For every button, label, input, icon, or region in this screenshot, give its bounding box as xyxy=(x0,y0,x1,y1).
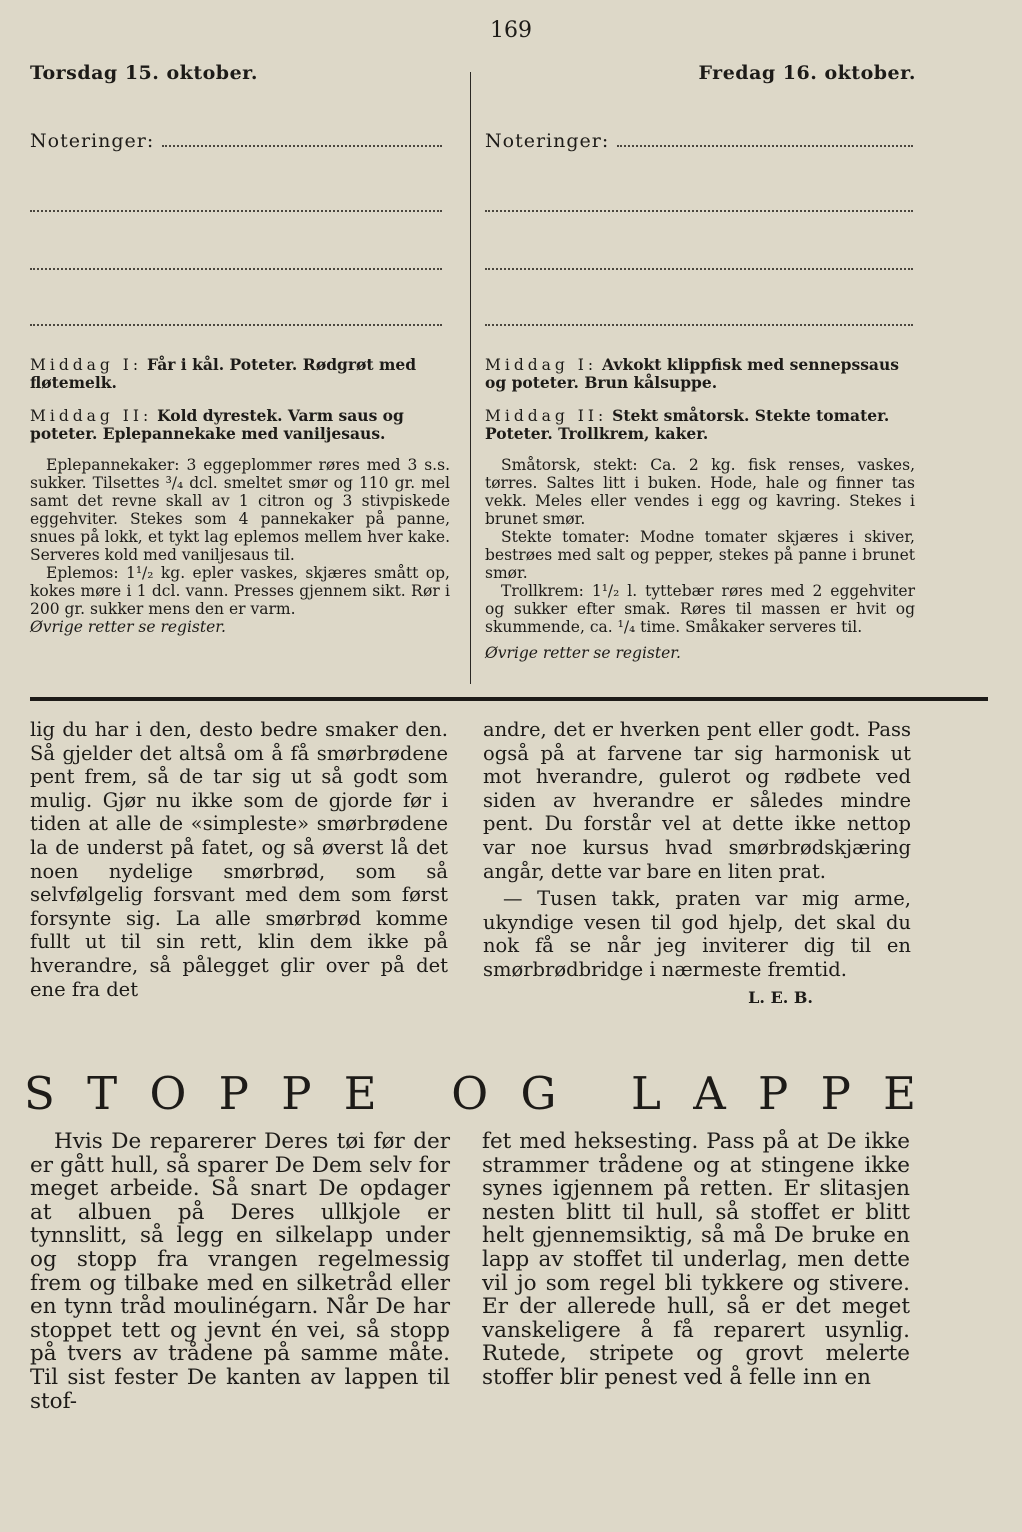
page-number: 169 xyxy=(490,18,532,43)
notes-right xyxy=(485,130,913,326)
menu-section xyxy=(485,356,915,443)
dotted-line xyxy=(162,144,442,147)
title-letter: S xyxy=(24,1067,55,1120)
notes-left xyxy=(30,130,442,326)
dotted-line xyxy=(30,209,442,212)
other-dishes-note: Øvrige retter se register. xyxy=(30,618,226,636)
column-divider xyxy=(470,72,471,684)
menu-right xyxy=(485,356,915,662)
middag-1: Middag I: Avkokt klippfisk med sennepssaus og poteter. Brun kålsuppe. xyxy=(485,355,899,392)
title-letter: P xyxy=(820,1067,851,1120)
dotted-line xyxy=(617,144,913,147)
recipe-smatorsk: Småtorsk, stekt: Ca. 2 kg. fisk renses, vaskes, tørres. Saltes litt i buken. Hode, hale og finner tas vekk. Meles eller vendes i egg og kavring. Stekes i brunet smør. xyxy=(485,456,915,528)
title-letter: O xyxy=(451,1067,489,1120)
title-letter: P xyxy=(757,1067,789,1120)
article-right-column: andre, det er hverken pent eller godt. Pass også på at farvene tar sig harmonisk ut mot hverandre, gulerot og rødbete ved siden av hverandre er således mindre pent. Du forstår vel at dette ikke nettop var noe kursus hvad smørbrødskjæring angår, dette var bare en liten prat. — Tusen takk, praten var mig arme, ukyndige vesen til god hjelp, det skal du nok få se når jeg inviterer dig til en smørbrødbridge i nærmeste fremtid. L. E. B. xyxy=(483,718,911,1009)
dotted-line xyxy=(485,323,913,326)
day-heading-thursday: Torsdag 15. oktober. xyxy=(30,62,259,84)
title-letter: A xyxy=(693,1067,726,1120)
title-letter: G xyxy=(520,1067,557,1120)
recipe-stekte-tomater: Stekte tomater: Modne tomater skjæres i skiver, bestrøes med salt og pepper, stekes på panne i brunet smør. xyxy=(485,528,915,582)
day-heading-friday: Fredag 16. oktober. xyxy=(698,62,916,84)
title-letter: P xyxy=(218,1067,249,1120)
article-left-column: lig du har i den, desto bedre smaker den. Så gjelder det altså om å få smørbrødene pent frem, så de tar sig ut så godt som mulig. Gjør nu ikke som de gjorde før i tiden at alle de «simpleste» smørbrødene la de underst på fatet, og så øverst lå det noen nydelige smørbrød, som så selvfølgelig forsvant med dem som først forsynte sig. La alle smørbrød komme fullt ut til sin rett, klin dem ikke på hverandre, så pålegget glir over på det ene fra det xyxy=(30,718,448,1001)
dotted-line xyxy=(485,267,913,270)
middag-2: Middag II: Stekt småtorsk. Stekte tomater. Poteter. Trollkrem, kaker. xyxy=(485,406,890,443)
title-letter: P xyxy=(281,1067,312,1120)
signature: L. E. B. xyxy=(748,987,813,1007)
notes-label-left: Noteringer: xyxy=(30,130,442,152)
recipe-eplemos: Eplemos: 1¹/₂ kg. epler vaskes, skjæres smått op, kokes møre i 1 dcl. vann. Presses gjennem sikt. Rør i 200 gr. sukker mens den er varm. xyxy=(30,564,450,618)
recipes xyxy=(485,456,915,662)
notes-label-right: Noteringer: xyxy=(485,130,913,152)
section-rule xyxy=(30,697,988,701)
stoppe-left-column: Hvis De reparerer Deres tøi før der er gått hull, så sparer De Dem selv for meget arbeide. Så snart De opdager at albuen på Deres ullkjole er tynnslitt, så legg en silkelapp under og stopp fra vrangen regelmessig frem og tilbake med en silketråd eller en tynn tråd moulinégarn. Når De har stoppet tett og jevnt én vei, så stopp på tvers av trådene på samme måte. Til sist fester De kanten av lappen til stof- xyxy=(30,1129,450,1414)
middag-2: Middag II: Kold dyrestek. Varm saus og poteter. Eplepannekake med vaniljesaus. xyxy=(30,406,404,443)
middag-1: Middag I: Får i kål. Poteter. Rødgrøt med fløtemelk. xyxy=(30,355,417,392)
title-letter: O xyxy=(149,1067,187,1120)
title-letter xyxy=(589,1066,599,1122)
recipe-trollkrem: Trollkrem: 1¹/₂ l. tyttebær røres med 2 eggehviter og sukker efter smak. Røres til massen er hvit og skummende, ca. ¹/₄ time. Småkaker serveres til. xyxy=(485,582,915,636)
title-letter: E xyxy=(883,1067,916,1120)
stoppe-right-column: fet med heksesting. Pass på at De ikke strammer trådene og at stingene ikke synes igjennem på retten. Er slitasjen nesten blitt til hull, så stoffet er blitt helt gjennemsiktig, så må De bruke en lapp av stoffet til underlag, men dette vil jo som regel bli tykkere og stivere. Er der allerede hull, så er det meget vanskeligere å få reparert usynlig. Rutede, stripete og grovt melerte stoffer blir penest ved å felle inn en xyxy=(482,1129,910,1390)
dotted-line xyxy=(30,267,442,270)
recipes xyxy=(30,456,450,636)
dotted-line xyxy=(485,209,913,212)
other-dishes-note: Øvrige retter se register. xyxy=(485,644,681,662)
section-title xyxy=(24,1066,916,1122)
menu-section xyxy=(30,356,450,443)
dotted-line xyxy=(30,323,442,326)
title-letter: T xyxy=(87,1067,118,1120)
title-letter: L xyxy=(631,1067,661,1120)
recipe-eplepannekaker: Eplepannekaker: 3 eggeplommer røres med 3 s.s. sukker. Tilsettes ³/₄ dcl. smeltet smør og 110 gr. mel samt det revne skall av 1 citron og 3 stivpiskede eggehviter. Stekes som 4 pannekaker på panne, snues på lokk, et tykt lag eplemos mellem hver kake. Serveres kold med vaniljesaus til. xyxy=(30,456,450,564)
title-letter: E xyxy=(343,1067,377,1120)
menu-left xyxy=(30,356,450,636)
title-letter xyxy=(409,1066,419,1122)
